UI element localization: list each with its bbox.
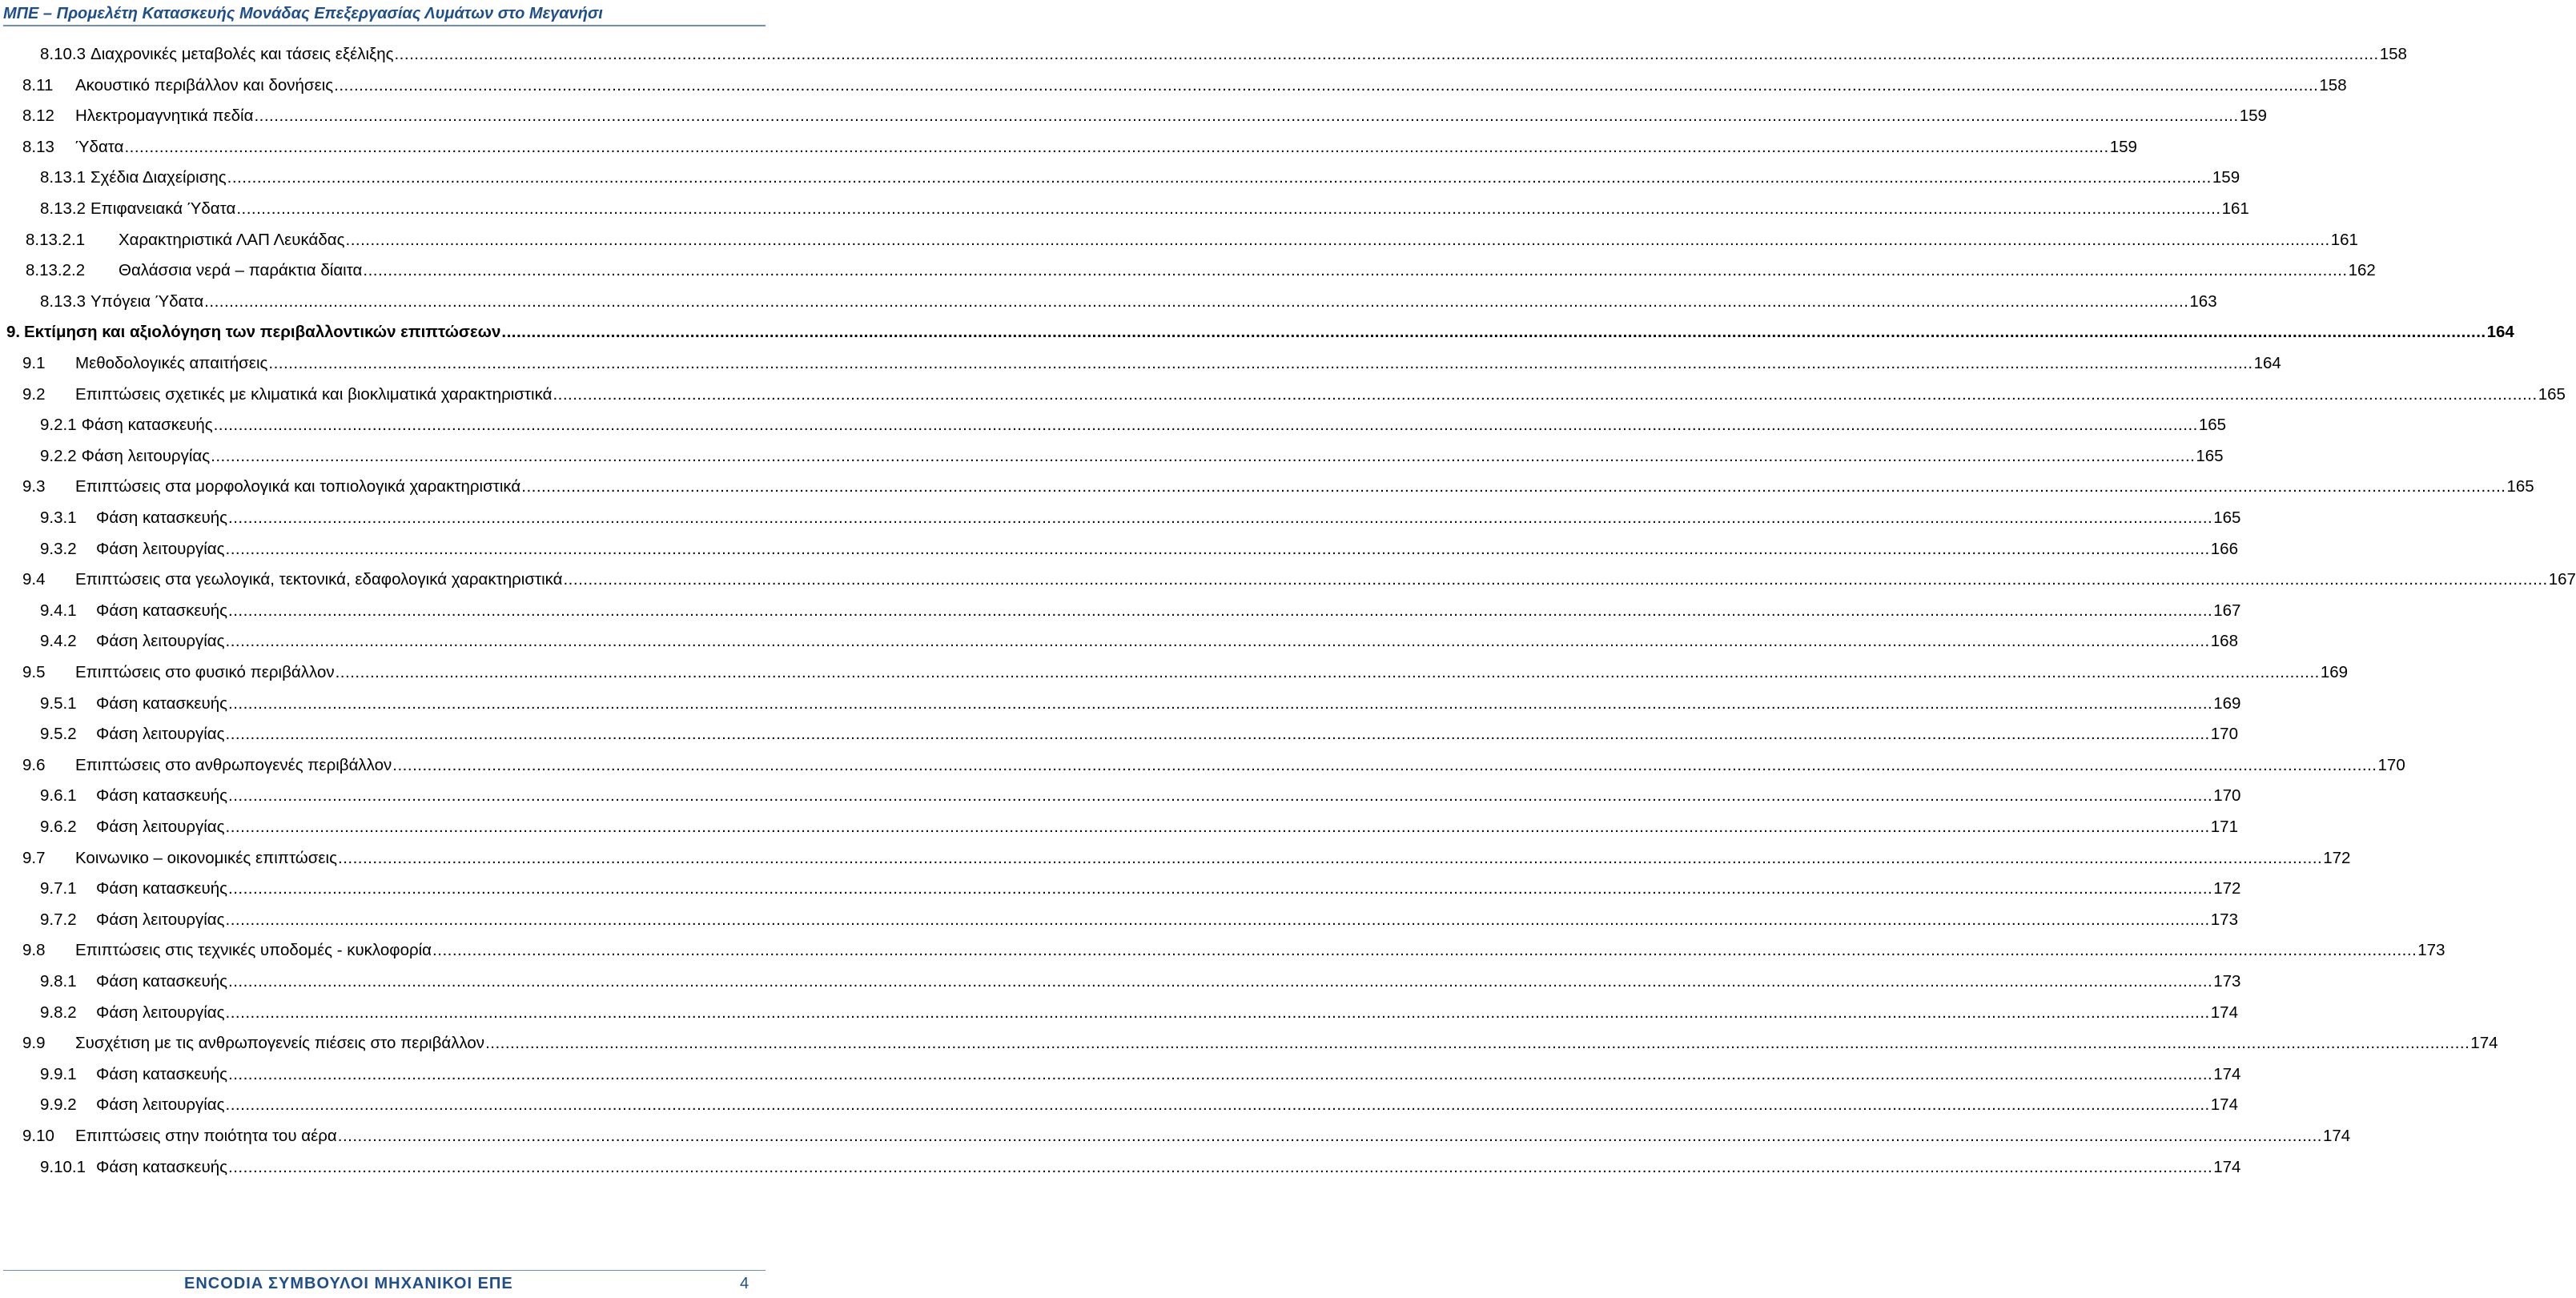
toc-entry-number: 8.13 [22, 137, 54, 156]
toc-entry-title: Φάση κατασκευής [96, 786, 227, 806]
toc-entry-page: 164 [2486, 323, 2514, 342]
toc-entry-title: Χαρακτηριστικά ΛΑΠ Λευκάδας [119, 230, 345, 249]
dot-leader: ................................................................................................................................................................................................................................................................................................................................................................................................................ [225, 632, 2210, 651]
toc-entry-number: 9. [6, 323, 21, 342]
toc-entry-title: Φάση λειτουργίας [96, 1095, 225, 1115]
dot-leader: ................................................................................................................................................................................................................................................................................................................................................................................................................ [228, 879, 2213, 898]
toc-entry-page: 158 [2379, 45, 2407, 63]
toc-entry-page: 174 [2210, 1095, 2238, 1115]
dot-leader: ................................................................................................................................................................................................................................................................................................................................................................................................................ [338, 848, 2323, 867]
toc-entry-title: Επιπτώσεις στα μορφολογικά και τοπιολογικά χαρακτηριστικά [75, 477, 521, 496]
toc-entry[interactable] [40, 45, 2407, 66]
toc-entry-number: 8.12 [22, 106, 54, 126]
document-title: ΜΠΕ – Προμελέτη Κατασκευής Μονάδας Επεξεργασίας Λυμάτων στο Μεγανήσι [3, 5, 603, 22]
dot-leader: ................................................................................................................................................................................................................................................................................................................................................................................................................ [204, 291, 2189, 311]
dot-leader: ................................................................................................................................................................................................................................................................................................................................................................................................................ [225, 1095, 2210, 1115]
toc-entry-title: Κοινωνικο – οικονομικές επιπτώσεις [75, 848, 337, 867]
toc-entry-number: 9.7 [22, 848, 46, 867]
toc-entry[interactable] [40, 632, 2238, 653]
toc-entry-page: 174 [2470, 1034, 2498, 1053]
toc-entry-title: Επιφανειακά Ύδατα [90, 199, 236, 218]
toc-entry[interactable] [40, 1064, 2241, 1086]
toc-entry-page: 174 [2210, 1003, 2238, 1022]
dot-leader: ................................................................................................................................................................................................................................................................................................................................................................................................................ [228, 601, 2213, 620]
toc-entry-title: Φάση λειτουργίας [96, 632, 225, 651]
dot-leader: ................................................................................................................................................................................................................................................................................................................................................................................................................ [254, 106, 2239, 126]
toc-entry-title: Συσχέτιση με τις ανθρωπογενείς πιέσεις στο περιβάλλον [75, 1034, 485, 1053]
toc-entry-page: 166 [2210, 539, 2238, 558]
toc-entry-title: Ηλεκτρομαγνητικά πεδία [75, 106, 254, 126]
toc-entry-title: Φάση λειτουργίας [96, 818, 225, 836]
toc-entry-number: 9.2.2 [40, 446, 77, 465]
toc-entry-title: Φάση λειτουργίας [96, 725, 225, 744]
toc-entry[interactable] [40, 291, 2217, 313]
dot-leader: ................................................................................................................................................................................................................................................................................................................................................................................................................ [337, 1127, 2322, 1145]
toc-entry-number: 9.3.2 [40, 539, 77, 558]
toc-entry-page: 172 [2323, 848, 2351, 867]
toc-entry-number: 9.6.2 [40, 818, 77, 836]
toc-entry-page: 167 [2213, 601, 2241, 620]
toc-entry-number: 9.9.1 [40, 1064, 77, 1083]
toc-entry-page: 170 [2213, 786, 2241, 806]
toc-entry[interactable] [22, 941, 2445, 962]
toc-entry-title: Φάση λειτουργίας [96, 539, 225, 558]
toc-entry-title: Φάση κατασκευής [96, 508, 227, 527]
dot-leader: ................................................................................................................................................................................................................................................................................................................................................................................................................ [225, 725, 2210, 744]
toc-entry-title: Επιπτώσεις στα γεωλογικά, τεκτονικά, εδαφολογικά χαρακτηριστικά [75, 570, 563, 589]
toc-entry-number: 9.10.1 [40, 1157, 86, 1176]
dot-leader: ................................................................................................................................................................................................................................................................................................................................................................................................................ [521, 477, 2506, 496]
dot-leader: ................................................................................................................................................................................................................................................................................................................................................................................................................ [228, 972, 2213, 991]
toc-entry-page: 169 [2213, 693, 2241, 713]
toc-entry-number: 9.6.1 [40, 786, 77, 806]
toc-entry-number: 9.9.2 [40, 1095, 77, 1115]
toc-entry-page: 167 [2548, 570, 2576, 589]
toc-entry-number: 8.13.1 [40, 168, 86, 187]
toc-entry-number: 9.2 [22, 384, 46, 404]
toc-entry-number: 9.3 [22, 477, 46, 496]
toc-entry[interactable] [22, 106, 2267, 127]
toc-entry-page: 174 [2213, 1157, 2241, 1176]
toc-entry[interactable] [22, 75, 2347, 97]
toc-entry-page: 159 [2109, 137, 2137, 156]
toc-entry-page: 170 [2377, 755, 2405, 774]
toc-entry[interactable] [40, 416, 2227, 436]
toc-entry[interactable] [22, 755, 2405, 777]
toc-entry[interactable] [22, 570, 2576, 591]
toc-entry-page: 173 [2417, 941, 2445, 960]
dot-leader: ................................................................................................................................................................................................................................................................................................................................................................................................................ [501, 323, 2486, 342]
toc-entry-page: 174 [2213, 1064, 2241, 1083]
toc-entry-number: 9.4.1 [40, 601, 77, 620]
dot-leader: ................................................................................................................................................................................................................................................................................................................................................................................................................ [124, 137, 2109, 156]
dot-leader: ................................................................................................................................................................................................................................................................................................................................................................................................................ [392, 755, 2377, 774]
toc-entry-page: 162 [2348, 261, 2376, 280]
toc-entry-number: 8.13.2 [40, 199, 86, 218]
toc-entry-title: Εκτίμηση και αξιολόγηση των περιβαλλοντικών επιπτώσεων [24, 323, 501, 342]
dot-leader: ................................................................................................................................................................................................................................................................................................................................................................................................................ [228, 508, 2213, 527]
toc-entry-number: 8.11 [22, 75, 54, 94]
toc-entry-number: 8.10.3 [40, 45, 86, 63]
toc-entry[interactable] [22, 1034, 2498, 1055]
toc-entry-number: 8.13.2.2 [26, 261, 86, 280]
toc-entry-page: 165 [2198, 416, 2227, 435]
toc-entry-page: 168 [2210, 632, 2238, 651]
toc-entry-page: 158 [2319, 75, 2347, 94]
toc-entry-title: Φάση κατασκευής [96, 1157, 227, 1176]
dot-leader: ................................................................................................................................................................................................................................................................................................................................................................................................................ [335, 663, 2320, 681]
toc-entry-number: 9.9 [22, 1034, 46, 1053]
toc-entry-page: 169 [2320, 663, 2349, 681]
toc-entry[interactable] [40, 879, 2241, 900]
toc-entry-title: Φάση κατασκευής [96, 601, 227, 620]
dot-leader: ................................................................................................................................................................................................................................................................................................................................................................................................................ [225, 910, 2210, 929]
toc-entry-number: 9.10 [22, 1127, 54, 1145]
toc-entry-page: 173 [2210, 910, 2238, 929]
dot-leader: ................................................................................................................................................................................................................................................................................................................................................................................................................ [227, 168, 2212, 187]
toc-entry-title: Φάση κατασκευής [96, 693, 227, 713]
toc-entry-page: 173 [2213, 972, 2241, 991]
toc-entry-title: Φάση κατασκευής [96, 972, 227, 991]
toc-entry[interactable] [26, 230, 2358, 251]
toc-entry-number: 8.13.2.1 [26, 230, 86, 249]
toc-entry[interactable] [40, 539, 2238, 561]
toc-entry-page: 165 [2506, 477, 2534, 496]
toc-entry-number: 9.8.1 [40, 972, 77, 991]
header-divider [3, 25, 766, 26]
toc-entry-page: 165 [2213, 508, 2241, 527]
dot-leader: ................................................................................................................................................................................................................................................................................................................................................................................................................ [485, 1034, 2470, 1053]
toc-entry-title: Μεθοδολογικές απαιτήσεις [75, 354, 268, 372]
toc-entry-number: 9.6 [22, 755, 46, 774]
toc-entry-number: 9.7.1 [40, 879, 77, 898]
page-number: 4 [740, 1275, 749, 1292]
toc-entry[interactable] [26, 261, 2376, 282]
toc-entry[interactable] [40, 725, 2238, 745]
toc-entry[interactable] [22, 663, 2349, 684]
toc-entry-title: Φάση λειτουργίας [96, 910, 225, 929]
dot-leader: ................................................................................................................................................................................................................................................................................................................................................................................................................ [225, 539, 2210, 558]
dot-leader: ................................................................................................................................................................................................................................................................................................................................................................................................................ [211, 446, 2196, 465]
toc-entry[interactable] [6, 323, 2514, 344]
toc-entry-title: Σχέδια Διαχείρισης [90, 168, 227, 187]
toc-entry-title: Φάση κατασκευής [96, 1064, 227, 1083]
dot-leader: ................................................................................................................................................................................................................................................................................................................................................................................................................ [236, 199, 2221, 218]
toc-entry-page: 171 [2210, 818, 2238, 836]
toc-entry-number: 9.8 [22, 941, 46, 960]
toc-entry-page: 159 [2212, 168, 2240, 187]
dot-leader: ................................................................................................................................................................................................................................................................................................................................................................................................................ [268, 354, 2253, 372]
toc-entry[interactable] [40, 508, 2241, 529]
toc-entry-number: 8.13.3 [40, 291, 86, 311]
toc-entry[interactable] [40, 910, 2238, 931]
dot-leader: ................................................................................................................................................................................................................................................................................................................................................................................................................ [228, 1157, 2213, 1176]
dot-leader: ................................................................................................................................................................................................................................................................................................................................................................................................................ [228, 786, 2213, 806]
page-header [0, 0, 769, 32]
toc-entry-title: Φάση λειτουργίας [81, 446, 211, 465]
toc-entry-title: Θαλάσσια νερά – παράκτια δίαιτα [119, 261, 363, 280]
dot-leader: ................................................................................................................................................................................................................................................................................................................................................................................................................ [432, 941, 2417, 960]
toc-entry-title: Υπόγεια Ύδατα [90, 291, 204, 311]
toc-entry[interactable] [40, 601, 2241, 622]
footer-divider [3, 1270, 766, 1271]
company-name: ENCODIA ΣΥΜΒΟΥΛΟΙ ΜΗΧΑΝΙΚΟΙ ΕΠΕ [184, 1275, 513, 1292]
dot-leader: ................................................................................................................................................................................................................................................................................................................................................................................................................ [563, 570, 2548, 589]
dot-leader: ................................................................................................................................................................................................................................................................................................................................................................................................................ [334, 75, 2319, 94]
toc-entry[interactable] [22, 354, 2281, 375]
dot-leader: ................................................................................................................................................................................................................................................................................................................................................................................................................ [363, 261, 2348, 280]
toc-entry-title: Ύδατα [75, 137, 124, 156]
toc-entry[interactable] [40, 972, 2241, 993]
toc-entry[interactable] [40, 818, 2238, 838]
dot-leader: ................................................................................................................................................................................................................................................................................................................................................................................................................ [228, 693, 2213, 713]
toc-entry[interactable] [40, 786, 2241, 807]
toc-entry[interactable] [40, 1095, 2238, 1116]
toc-entry-number: 9.8.2 [40, 1003, 77, 1022]
toc-entry[interactable] [40, 168, 2240, 189]
toc-entry-number: 9.3.1 [40, 508, 77, 527]
toc-entry-page: 159 [2239, 106, 2267, 126]
toc-entry[interactable] [40, 446, 2224, 468]
dot-leader: ................................................................................................................................................................................................................................................................................................................................................................................................................ [228, 1064, 2213, 1083]
toc-entry-page: 164 [2253, 354, 2281, 372]
toc-entry-title: Φάση κατασκευής [81, 416, 213, 435]
toc-entry[interactable] [22, 477, 2534, 498]
toc-entry-page: 163 [2189, 291, 2217, 311]
dot-leader: ................................................................................................................................................................................................................................................................................................................................................................................................................ [213, 416, 2198, 435]
toc-entry-title: Επιπτώσεις στο φυσικό περιβάλλον [75, 663, 335, 681]
toc-entry[interactable] [22, 384, 2566, 406]
toc-entry-number: 9.5 [22, 663, 46, 681]
toc-entry[interactable] [22, 137, 2137, 159]
toc-entry[interactable] [40, 1003, 2238, 1024]
toc-entry-title: Ακουστικό περιβάλλον και δονήσεις [75, 75, 334, 94]
toc-entry-title: Φάση κατασκευής [96, 879, 227, 898]
toc-entry-page: 174 [2322, 1127, 2351, 1145]
toc-entry-number: 9.2.1 [40, 416, 77, 435]
toc-entry[interactable] [40, 693, 2241, 715]
toc-entry-title: Φάση λειτουργίας [96, 1003, 225, 1022]
toc-entry-number: 9.1 [22, 354, 46, 372]
dot-leader: ................................................................................................................................................................................................................................................................................................................................................................................................................ [225, 818, 2210, 836]
toc-entry-number: 9.5.2 [40, 725, 77, 744]
toc-entry-number: 9.7.2 [40, 910, 77, 929]
page-footer [0, 1265, 769, 1298]
toc-entry-page: 165 [2196, 446, 2224, 465]
toc-entry-page: 161 [2221, 199, 2249, 218]
toc-entry[interactable] [22, 1127, 2351, 1147]
toc-entry-title: Επιπτώσεις στο ανθρωπογενές περιβάλλον [75, 755, 392, 774]
toc-entry-title: Επιπτώσεις σχετικές με κλιματικά και βιοκλιματικά χαρακτηριστικά [75, 384, 553, 404]
toc-entry-title: Επιπτώσεις στις τεχνικές υποδομές - κυκλοφορία [75, 941, 432, 960]
toc-entry-page: 161 [2330, 230, 2358, 249]
toc-entry-page: 170 [2210, 725, 2238, 744]
toc-entry-number: 9.4.2 [40, 632, 77, 651]
toc-entry[interactable] [40, 199, 2249, 220]
toc-entry[interactable] [22, 848, 2351, 870]
dot-leader: ................................................................................................................................................................................................................................................................................................................................................................................................................ [345, 230, 2330, 249]
toc-entry-title: Επιπτώσεις στην ποιότητα του αέρα [75, 1127, 337, 1145]
toc-entry-number: 9.4 [22, 570, 46, 589]
toc-entry-title: Διαχρονικές μεταβολές και τάσεις εξέλιξης [90, 45, 394, 63]
toc-entry[interactable] [40, 1157, 2241, 1179]
dot-leader: ................................................................................................................................................................................................................................................................................................................................................................................................................ [553, 384, 2538, 404]
dot-leader: ................................................................................................................................................................................................................................................................................................................................................................................................................ [225, 1003, 2210, 1022]
toc-entry-page: 165 [2538, 384, 2566, 404]
toc-entry-page: 172 [2213, 879, 2241, 898]
dot-leader: ................................................................................................................................................................................................................................................................................................................................................................................................................ [394, 45, 2379, 63]
toc-entry-number: 9.5.1 [40, 693, 77, 713]
